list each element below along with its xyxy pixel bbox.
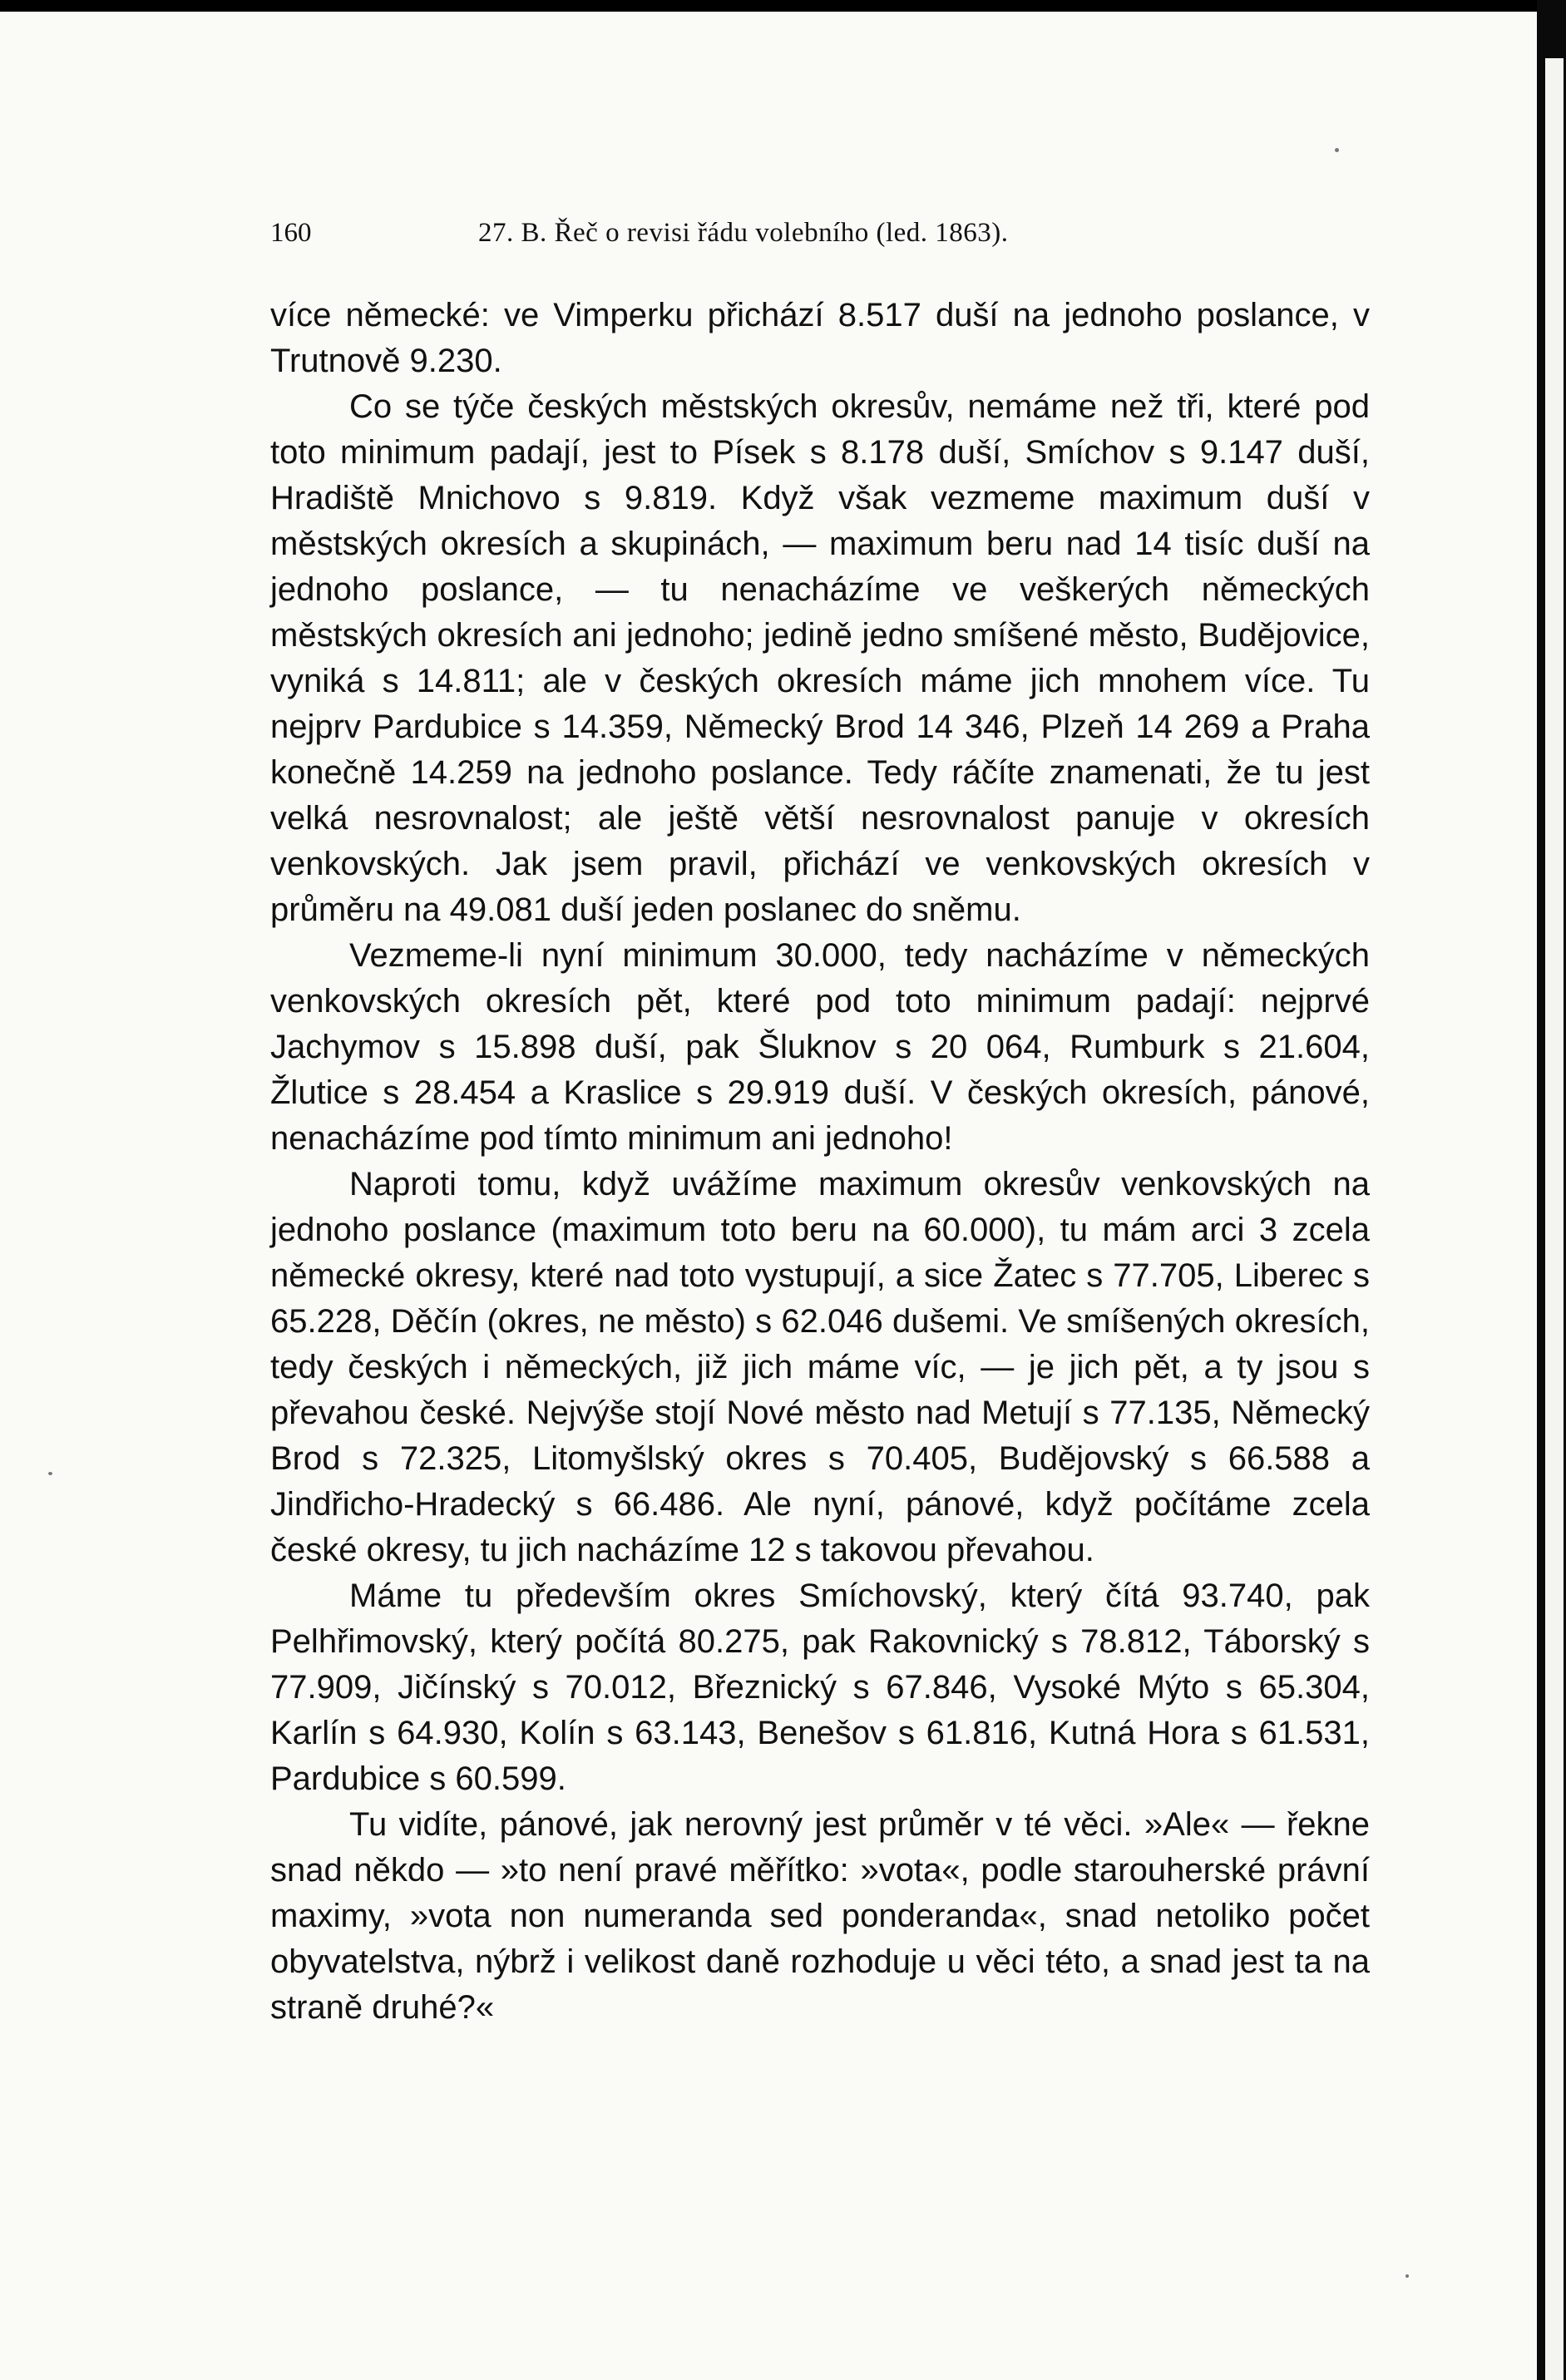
paragraph: Co se týče českých městských okresův, nemáme než tři, které pod toto minimum padají, jest to Písek s 8.178 duší, Smíchov s 9.147 duší, Hradiště Mnichovo s 9.819. Když však vezmeme maximum duší v městských okresích a skupinách, — maximum beru nad 14 tisíc duší na jednoho poslance, — tu nenacházíme ve veškerých německých městských okresích ani jednoho; jedině jedno smíšené město, Budějovice, vyniká s 14.811; ale v českých okresích máme jich mnohem více. Tu nejprv Pardubice s 14.359, Německý Brod 14 346, Plzeň 14 269 a Praha konečně 14.259 na jednoho poslance. Tedy ráčíte znamenati, že tu jest velká nesrovnalost; ale ještě větší nesrovnalost panuje v okresích venkovských. Jak jsem pravil, přichází ve venkovských okresích v průměru na 49.081 duší jeden poslanec do sněmu. [270,388,1370,928]
page-header [270,218,1435,259]
scan-speck [1405,2274,1409,2278]
paragraph: Naproti tomu, když uvážíme maximum okresův venkovských na jednoho poslance (maximum toto beru na 60.000), tu mám arci 3 zcela německé okresy, které nad toto vystupují, a sice Žatec s 77.705, Liberec s 65.228, Děčín (okres, ne město) s 62.046 dušemi. Ve smíšených okresích, tedy českých i německých, již jich máme víc, — je jich pět, a ty jsou s převahou české. Nejvýše stojí Nové město nad Metují s 77.135, Německý Brod s 72.325, Litomyšlský okres s 70.405, Budějovský s 66.588 a Jindřicho-Hradecký s 66.486. Ale nyní, pánové, když počítáme zcela české okresy, tu jich nacházíme 12 s takovou převahou. [270,1166,1370,1568]
body-text [270,293,1370,2031]
paragraph: Máme tu především okres Smíchovský, který čítá 93.740, pak Pelhřimovský, který počítá 80.275, pak Rakovnický s 78.812, Táborský s 77.909, Jičínský s 70.012, Březnický s 67.846, Vysoké Mýto s 65.304, Karlín s 64.930, Kolín s 63.143, Benešov s 61.816, Kutná Hora s 61.531, Pardubice s 60.599. [270,1578,1370,1797]
paragraph: více německé: ve Vimperku přichází 8.517 duší na jednoho poslance, v Trutnově 9.230. [270,297,1370,379]
adjacent-page-edge [1545,58,1564,2380]
running-title: 27. B. Řeč o revisi řádu volebního (led. 1863). [478,218,1009,248]
page-number: 160 [270,218,312,248]
paragraph: Vezmeme-li nyní minimum 30.000, tedy nacházíme v německých venkovských okresích pět, které pod toto minimum padají: nejprvé Jachymov s 15.898 duší, pak Šluknov s 20 064, Rumburk s 21.604, Žlutice s 28.454 a Kraslice s 29.919 duší. V českých okresích, pánové, nenacházíme pod tímto minimum ani jednoho! [270,937,1370,1157]
scan-speck [48,1472,52,1475]
scan-speck [1335,148,1339,152]
paragraph: Tu vidíte, pánové, jak nerovný jest průměr v té věci. »Ale« — řekne snad někdo — »to není pravé měřítko: »vota«, podle starouherské právní maximy, »vota non numeranda sed ponderanda«, snad netoliko počet obyvatelstva, nýbrž i velikost daně rozhoduje u věci této, a snad jest ta na straně druhé?« [270,1806,1370,2026]
